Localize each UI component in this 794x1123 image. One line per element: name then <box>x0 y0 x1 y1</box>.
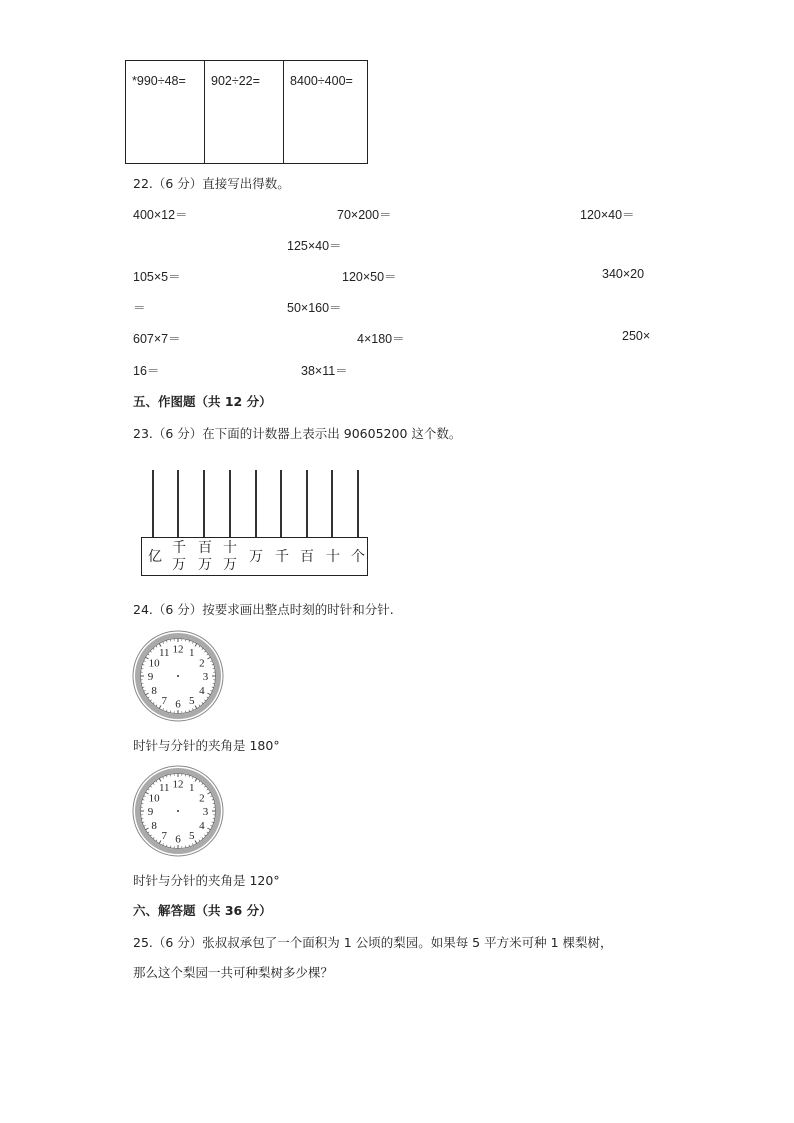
clock-number: 3 <box>202 806 209 818</box>
place-label: 十 <box>326 549 340 565</box>
clock-number: 8 <box>151 819 157 832</box>
clock-number: 6 <box>175 698 181 711</box>
abacus-rods <box>141 470 369 538</box>
clock-number: 8 <box>151 684 157 697</box>
abacus-rod[interactable] <box>152 470 154 538</box>
problem-item-continuation: 16＝ <box>133 364 160 378</box>
clock-face-2[interactable] <box>132 765 224 857</box>
place-label: 万 <box>223 557 237 573</box>
abacus-place-value-box <box>141 537 368 576</box>
problem-item: 607×7＝ <box>133 332 181 346</box>
place-label: 万 <box>249 549 263 565</box>
abacus-rod[interactable] <box>306 470 308 538</box>
problem-item: 340×20 <box>602 267 645 281</box>
question-23-title: 23.（6 分）在下面的计数器上表示出 90605200 这个数。 <box>133 426 462 441</box>
abacus-rod[interactable] <box>177 470 179 538</box>
clock-number: 2 <box>199 657 205 670</box>
clock-number: 7 <box>161 829 167 842</box>
abacus-rod[interactable] <box>229 470 231 538</box>
problem-item: 125×40＝ <box>287 239 342 253</box>
place-label: 百 <box>198 540 212 556</box>
question-24-title: 24.（6 分）按要求画出整点时刻的时针和分针. <box>133 602 394 617</box>
clock-number: 6 <box>175 833 181 846</box>
problem-item-continuation: ＝ <box>133 301 146 315</box>
clock-number: 5 <box>189 694 195 707</box>
clock-center-dot <box>177 810 179 812</box>
clock-number: 11 <box>158 647 170 660</box>
clock-number: 2 <box>199 792 205 805</box>
clock-1-caption: 时针与分针的夹角是 180° <box>133 738 280 753</box>
problem-item: 250× <box>622 329 651 343</box>
table-cell: 8400÷400= <box>284 61 368 164</box>
clock-number: 4 <box>199 684 205 697</box>
abacus-rod[interactable] <box>203 470 205 538</box>
abacus-rod[interactable] <box>255 470 257 538</box>
question-25-text-line1: 25.（6 分）张叔叔承包了一个面积为 1 公顷的梨园。如果每 5 平方米可种 1 棵梨树， <box>133 935 613 950</box>
clock-number: 9 <box>147 671 154 683</box>
place-label: 亿 <box>148 549 162 565</box>
place-label: 个 <box>351 549 365 565</box>
problem-item: 400×12＝ <box>133 208 188 222</box>
clock-number: 11 <box>158 782 170 795</box>
clock-number: 4 <box>199 819 205 832</box>
clock-number: 5 <box>189 829 195 842</box>
clock-face-1[interactable] <box>132 630 224 722</box>
clock-number: 10 <box>148 792 160 805</box>
clock-number: 1 <box>189 647 195 660</box>
clock-number: 10 <box>148 657 160 670</box>
clock-number: 1 <box>189 782 195 795</box>
place-label: 百 <box>300 549 314 565</box>
calculation-table <box>125 60 368 164</box>
problem-item: 120×40＝ <box>580 208 635 222</box>
clock-number: 9 <box>147 806 154 818</box>
clock-number: 3 <box>202 671 209 683</box>
problem-item: 105×5＝ <box>133 270 181 284</box>
problem-item: 38×11＝ <box>301 364 348 378</box>
place-label: 千 <box>172 540 186 556</box>
abacus-rod[interactable] <box>280 470 282 538</box>
table-cell: *990÷48= <box>126 61 205 164</box>
table-cell: 902÷22= <box>205 61 284 164</box>
problem-item: 70×200＝ <box>337 208 392 222</box>
problem-item: 4×180＝ <box>357 332 405 346</box>
place-label: 十 <box>223 540 237 556</box>
problem-item: 50×160＝ <box>287 301 342 315</box>
clock-2-caption: 时针与分针的夹角是 120° <box>133 873 280 888</box>
section-title: 六、解答题（共 36 分） <box>133 903 272 918</box>
clock-center-dot <box>177 675 179 677</box>
question-25-text-line2: 那么这个梨园一共可种梨树多少棵？ <box>133 965 334 980</box>
section-title: 五、作图题（共 12 分） <box>133 394 272 409</box>
problem-item: 120×50＝ <box>342 270 397 284</box>
clock-number: 12 <box>172 778 184 791</box>
question-22-title: 22.（6 分）直接写出得数。 <box>133 176 290 191</box>
place-label: 千 <box>275 549 289 565</box>
abacus-rod[interactable] <box>331 470 333 538</box>
place-label: 万 <box>198 557 212 573</box>
clock-number: 12 <box>172 643 184 656</box>
abacus-rod[interactable] <box>357 470 359 538</box>
place-label: 万 <box>172 557 186 573</box>
clock-number: 7 <box>161 694 167 707</box>
